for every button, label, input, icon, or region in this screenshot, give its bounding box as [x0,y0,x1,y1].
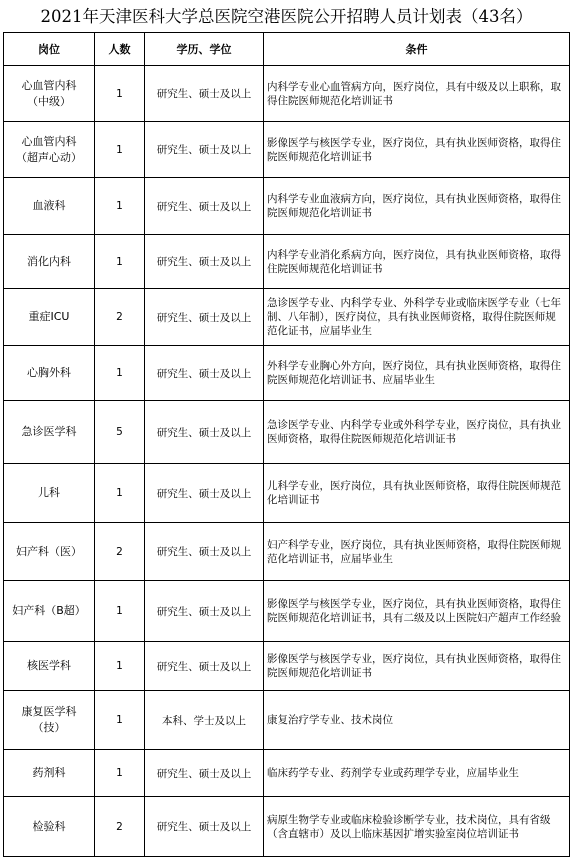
recruitment-table [3,32,570,857]
education-cell: 研究生、硕士及以上 [145,642,264,691]
position-cell: 检验科 [4,797,95,857]
table-row [4,235,570,289]
table-row [4,642,570,691]
count-cell: 1 [95,750,145,797]
condition-cell: 影像医学与核医学专业，医疗岗位，具有执业医师资格，取得住院医师规范化培训证书 [264,642,570,691]
header-condition: 条件 [264,33,570,66]
condition-cell: 内科学专业血液病方向，医疗岗位，具有执业医师资格，取得住院医师规范化培训证书 [264,178,570,235]
count-cell: 1 [95,346,145,401]
page-title: 2021年天津医科大学总医院空港医院公开招聘人员计划表（43名） [40,7,533,26]
table-row [4,523,570,581]
count-cell: 1 [95,642,145,691]
count-cell: 1 [95,581,145,642]
table-row [4,66,570,122]
condition-cell: 影像医学与核医学专业，医疗岗位，具有执业医师资格，取得住院医师规范化培训证书，具有二级及以上医院妇产超声工作经验 [264,581,570,642]
education-cell: 研究生、硕士及以上 [145,581,264,642]
position-cell: 妇产科（医） [4,523,95,581]
table-row [4,346,570,401]
count-cell: 1 [95,464,145,523]
education-cell: 研究生、硕士及以上 [145,797,264,857]
education-cell: 研究生、硕士及以上 [145,464,264,523]
table-header-row [4,33,570,66]
position-cell: 重症ICU [4,289,95,346]
position-cell: 急诊医学科 [4,401,95,464]
position-cell: 心血管内科 （超声心动） [4,122,95,178]
education-cell: 研究生、硕士及以上 [145,346,264,401]
condition-cell: 急诊医学专业、内科学专业或外科学专业，医疗岗位，具有执业医师资格，取得住院医师规范化培训证书 [264,401,570,464]
header-count: 人数 [95,33,145,66]
condition-cell: 外科学专业胸心外方向，医疗岗位，具有执业医师资格，取得住院医师规范化培训证书、应届毕业生 [264,346,570,401]
position-cell: 药剂科 [4,750,95,797]
table-row [4,750,570,797]
table-row [4,581,570,642]
education-cell: 本科、学士及以上 [145,691,264,750]
condition-cell: 临床药学专业、药剂学专业或药理学专业，应届毕业生 [264,750,570,797]
condition-cell: 急诊医学专业、内科学专业、外科学专业或临床医学专业（七年制、八年制），医疗岗位，具有执业医师资格，取得住院医师规范化证书，应届毕业生 [264,289,570,346]
condition-cell: 影像医学与核医学专业，医疗岗位，具有执业医师资格，取得住院医师规范化培训证书 [264,122,570,178]
education-cell: 研究生、硕士及以上 [145,289,264,346]
count-cell: 1 [95,235,145,289]
position-cell: 核医学科 [4,642,95,691]
count-cell: 1 [95,122,145,178]
education-cell: 研究生、硕士及以上 [145,750,264,797]
table-row [4,797,570,857]
position-cell: 心血管内科 （中级） [4,66,95,122]
position-cell: 心胸外科 [4,346,95,401]
table-row [4,122,570,178]
condition-cell: 妇产科学专业，医疗岗位，具有执业医师资格，取得住院医师规范化培训证书，应届毕业生 [264,523,570,581]
position-cell: 儿科 [4,464,95,523]
table-row [4,464,570,523]
education-cell: 研究生、硕士及以上 [145,523,264,581]
education-cell: 研究生、硕士及以上 [145,401,264,464]
education-cell: 研究生、硕士及以上 [145,235,264,289]
education-cell: 研究生、硕士及以上 [145,66,264,122]
header-education: 学历、学位 [145,33,264,66]
header-position: 岗位 [4,33,95,66]
count-cell: 2 [95,289,145,346]
count-cell: 1 [95,691,145,750]
education-cell: 研究生、硕士及以上 [145,122,264,178]
count-cell: 2 [95,797,145,857]
count-cell: 5 [95,401,145,464]
condition-cell: 内科学专业心血管病方向，医疗岗位，具有中级及以上职称，取得住院医师规范化培训证书 [264,66,570,122]
table-row [4,691,570,750]
education-cell: 研究生、硕士及以上 [145,178,264,235]
position-cell: 妇产科（B超） [4,581,95,642]
table-row [4,178,570,235]
count-cell: 1 [95,66,145,122]
position-cell: 消化内科 [4,235,95,289]
count-cell: 1 [95,178,145,235]
table-row [4,289,570,346]
condition-cell: 康复治疗学专业、技术岗位 [264,691,570,750]
position-cell: 康复医学科 （技） [4,691,95,750]
condition-cell: 儿科学专业，医疗岗位，具有执业医师资格，取得住院医师规范化培训证书 [264,464,570,523]
table-row [4,401,570,464]
condition-cell: 内科学专业消化系病方向，医疗岗位，具有执业医师资格，取得住院医师规范化培训证书 [264,235,570,289]
count-cell: 2 [95,523,145,581]
condition-cell: 病原生物学专业或临床检验诊断学专业，技术岗位，具有省级（含直辖市）及以上临床基因扩增实验室岗位培训证书 [264,797,570,857]
position-cell: 血液科 [4,178,95,235]
